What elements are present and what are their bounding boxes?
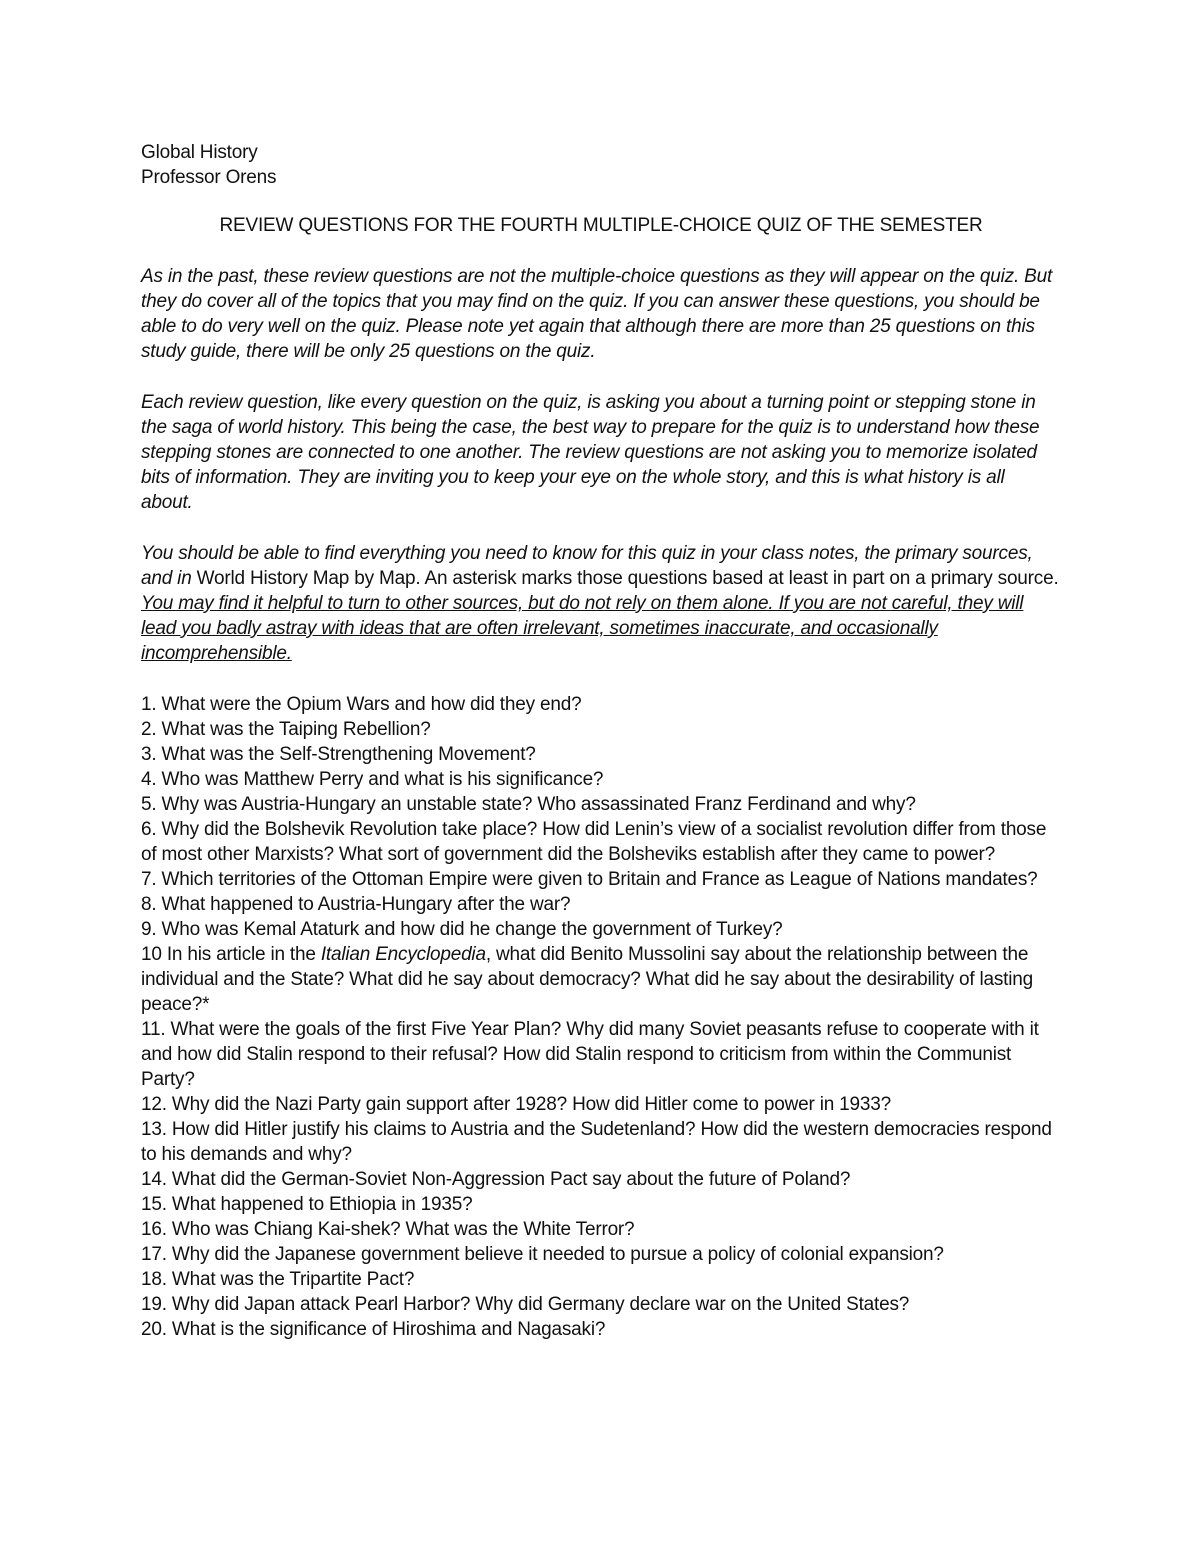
caution-note: You may find it helpful to turn to other sources, but do not rely on them alone. If you are not careful, they will lead you badly astray with ideas that are often irrelevant, sometimes inaccurate, and occasionally incomprehensible. [141,593,1024,664]
question-20: 20. What is the significance of Hiroshima and Nagasaki? [141,1319,606,1340]
document-title: REVIEW QUESTIONS FOR THE FOURTH MULTIPLE-CHOICE QUIZ OF THE SEMESTER [219,215,983,236]
question-15: 15. What happened to Ethiopia in 1935? [141,1194,473,1215]
question-2: 2. What was the Taiping Rebellion? [141,719,431,740]
question-14: 14. What did the German-Soviet Non-Aggression Pact say about the future of Poland? [141,1169,851,1190]
encyclopedia-title: Italian Encyclopedia [320,944,486,965]
question-1: 1. What were the Opium Wars and how did they end? [141,694,582,715]
question-7: 7. Which territories of the Ottoman Empire were given to Britain and France as League of Nations mandates? [141,869,1038,890]
asterisk-note: . An asterisk marks those questions based at least in part on a primary source. [415,568,1059,589]
sources-text: You should be able to find everything you need to know for this quiz in your class notes, the primary sources, and in [141,543,1033,589]
professor-name: Professor Orens [141,167,277,188]
question-4: 4. Who was Matthew Perry and what is his significance? [141,769,604,790]
question-3: 3. What was the Self-Strengthening Movement? [141,744,536,765]
intro-paragraph-1: As in the past, these review questions are not the multiple-choice questions as they will appear on the quiz. But they do cover all of the topics that you may find on the quiz. If you can answer these questions, you should be able to do very well on the quiz. Please note yet again that although there are more than 25 questions on this study guide, there will be only 25 questions on the quiz. [141,266,1053,362]
document-body [141,140,1061,1342]
question-10-prefix: 10 In his article in the [141,944,321,965]
question-17: 17. Why did the Japanese government believe it needed to pursue a policy of colonial expansion? [141,1244,944,1265]
question-12: 12. Why did the Nazi Party gain support after 1928? How did Hitler come to power in 1933? [141,1094,892,1115]
question-list [141,692,1061,1342]
question-9: 9. Who was Kemal Ataturk and how did he change the government of Turkey? [141,919,783,940]
intro-paragraph-2: Each review question, like every question on the quiz, is asking you about a turning point or stepping stone in the saga of world history. This being the case, the best way to prepare for the quiz is to understand how these stepping stones are connected to one another. The review questions are not asking you to memorize isolated bits of information. They are inviting you to keep your eye on the whole story, and this is what history is all about. [141,392,1040,513]
question-8: 8. What happened to Austria-Hungary after the war? [141,894,571,915]
question-16: 16. Who was Chiang Kai-shek? What was the White Terror? [141,1219,635,1240]
course-name: Global History [141,142,258,163]
question-18: 18. What was the Tripartite Pact? [141,1269,415,1290]
question-10-suffix: , what did Benito Mussolini say about the relationship between the individual and the State? What did he say about democracy? What did he say about the desirability of lasting peace?* [141,944,1034,1015]
question-13: 13. How did Hitler justify his claims to Austria and the Sudetenland? How did the western democracies respond to his demands and why? [141,1119,1052,1165]
question-10 [141,942,1061,1017]
question-5: 5. Why was Austria-Hungary an unstable state? Who assassinated Franz Ferdinand and why? [141,794,916,815]
question-19: 19. Why did Japan attack Pearl Harbor? Why did Germany declare war on the United States? [141,1294,910,1315]
intro-paragraph-3 [141,541,1061,666]
question-6: 6. Why did the Bolshevik Revolution take place? How did Lenin’s view of a socialist revolution differ from those of most other Marxists? What sort of government did the Bolsheviks establish after they came to power? [141,819,1047,865]
question-11: 11. What were the goals of the first Five Year Plan? Why did many Soviet peasants refuse to cooperate with it and how did Stalin respond to their refusal? How did Stalin respond to criticism from within the Communist Party? [141,1019,1039,1090]
book-title: World History Map by Map [196,568,416,589]
